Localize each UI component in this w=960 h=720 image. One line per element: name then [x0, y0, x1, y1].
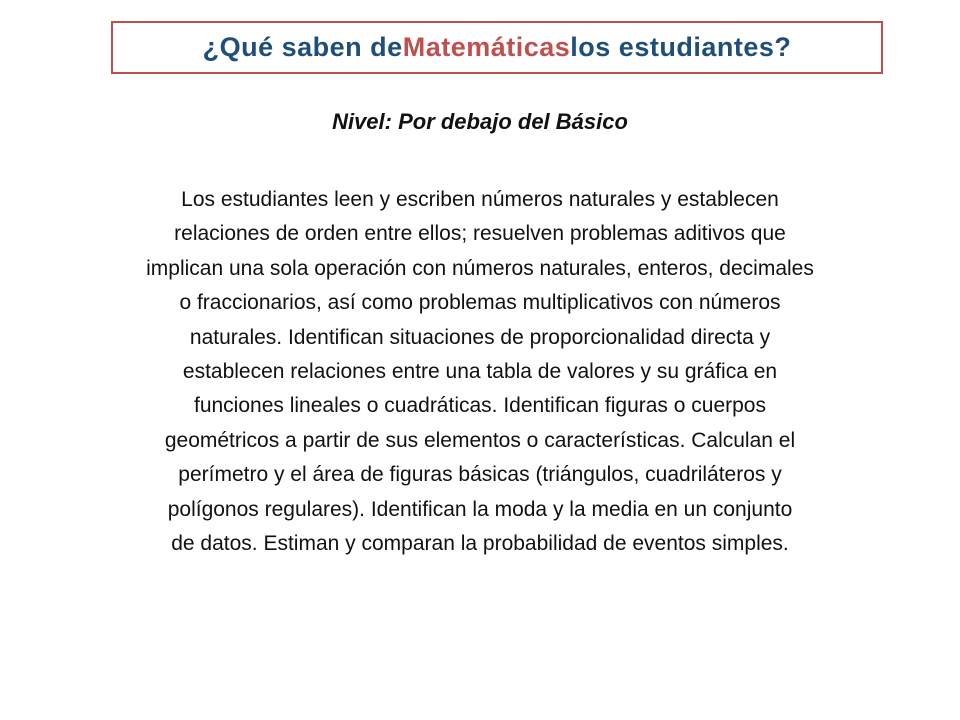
paragraph-line: perímetro y el área de figuras básicas (triángulos, cuadriláteros y — [178, 463, 782, 487]
title-prefix: ¿Qué saben de — [202, 32, 403, 62]
paragraph-line: polígonos regulares). Identifican la moda y la media en un conjunto — [167, 497, 793, 521]
title-suffix: los estudiantes? — [570, 32, 792, 62]
paragraph-line: funciones lineales o cuadráticas. Identifican figuras o cuerpos — [193, 394, 766, 418]
paragraph-line: o fraccionarios, así como problemas multiplicativos con números — [179, 291, 781, 315]
description-paragraph — [28, 183, 932, 561]
title-highlight: Matemáticas — [402, 32, 571, 62]
paragraph-line: establecen relaciones entre una tabla de valores y su gráfica en — [182, 360, 778, 384]
title-box — [111, 21, 883, 74]
paragraph-line: Los estudiantes leen y escriben números naturales y establecen — [181, 188, 779, 211]
level-subtitle: Nivel: Por debajo del Básico — [332, 109, 628, 134]
paragraph-line: de datos. Estiman y comparan la probabilidad de eventos simples. — [171, 532, 789, 556]
paragraph-line: geométricos a partir de sus elementos o características. Calculan el — [164, 428, 796, 452]
paragraph-line: naturales. Identifican situaciones de proporcionalidad directa y — [189, 325, 771, 349]
paragraph-line: relaciones de orden entre ellos; resuelven problemas aditivos que — [174, 222, 786, 246]
paragraph-line: implican una sola operación con números naturales, enteros, decimales — [146, 256, 814, 280]
